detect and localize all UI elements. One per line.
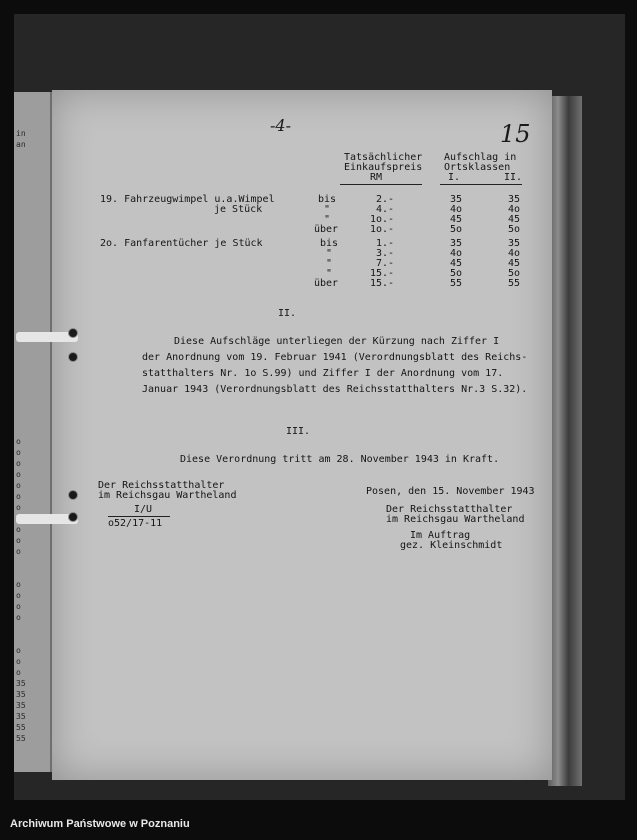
item-19-row4-price: 1o.-	[370, 224, 395, 235]
item-20-row5-prefix: über	[314, 278, 339, 289]
item-19-row4-class1: 5o	[450, 224, 463, 235]
item-20-row2-price: 3.-	[376, 248, 395, 259]
item-20-row3-class1: 45	[450, 258, 463, 269]
item-19-row3-price: 1o.-	[370, 214, 395, 225]
reference-rule	[108, 516, 170, 517]
item-20-row1-class1: 35	[450, 238, 463, 249]
reference-bottom: o52/17-11	[108, 518, 163, 529]
item-20-row4-class1: 5o	[450, 268, 463, 279]
item-19-row4-prefix: über	[314, 224, 339, 235]
item-19-row1-price: 2.-	[376, 194, 395, 205]
page-number-mark: -4-	[270, 116, 291, 135]
item-20-row2-class1: 4o	[450, 248, 463, 259]
item-20-row4-prefix: "	[326, 268, 333, 279]
item-20-row5-class2: 55	[508, 278, 521, 289]
signature-line-2: im Reichsgau Wartheland	[386, 514, 525, 525]
header-price-line1: Tatsächlicher	[344, 152, 423, 163]
item-20-row3-prefix: "	[326, 258, 333, 269]
item-19-row3-class2: 45	[508, 214, 521, 225]
header-surcharge-line2: Ortsklassen	[444, 162, 511, 173]
punch-hole-2	[68, 352, 78, 362]
item-20-row4-price: 15.-	[370, 268, 395, 279]
section-ii-line-2: der Anordnung vom 19. Februar 1941 (Verordnungsblatt des Reichs-	[142, 352, 528, 363]
header-class-2: II.	[504, 172, 523, 183]
section-ii-heading: II.	[278, 308, 297, 319]
section-ii-line-3: statthalters Nr. 1o S.99) und Ziffer I der Anordnung vom 17.	[142, 368, 504, 379]
header-surcharge-rule	[440, 184, 522, 185]
punch-hole-3	[68, 490, 78, 500]
item-19-row1-class1: 35	[450, 194, 463, 205]
reference-top: I/U	[134, 504, 153, 515]
place-date: Posen, den 15. November 1943	[366, 486, 535, 497]
item-19-row2-prefix: "	[324, 204, 331, 215]
section-ii-line-4: Januar 1943 (Verordnungsblatt des Reichsstatthalters Nr.3 S.32).	[142, 384, 528, 395]
punch-hole-1	[68, 328, 78, 338]
item-19-row3-prefix: "	[324, 214, 331, 225]
item-20-row5-class1: 55	[450, 278, 463, 289]
header-price-rule	[340, 184, 422, 185]
section-iii-heading: III.	[286, 426, 311, 437]
folio-number: 15	[500, 120, 531, 148]
signature-line-3: Im Auftrag	[410, 530, 471, 541]
punch-hole-4	[68, 512, 78, 522]
item-20-row4-class2: 5o	[508, 268, 521, 279]
item-20-row3-class2: 45	[508, 258, 521, 269]
item-19-row2-class2: 4o	[508, 204, 521, 215]
header-price-unit: RM	[370, 172, 383, 183]
item-20-row2-class2: 4o	[508, 248, 521, 259]
sender-line-1: Der Reichsstatthalter	[98, 480, 225, 491]
stacked-pages-edge	[548, 96, 582, 786]
item-20-row3-price: 7.-	[376, 258, 395, 269]
item-20-row1-class2: 35	[508, 238, 521, 249]
signature-line-4: gez. Kleinschmidt	[400, 540, 503, 551]
sender-line-2: im Reichsgau Wartheland	[98, 490, 237, 501]
item-19-row3-class1: 45	[450, 214, 463, 225]
item-19-row1-prefix: bis	[318, 194, 337, 205]
header-class-1: I.	[448, 172, 461, 183]
underlying-sheet	[14, 92, 52, 772]
item-20-label: 2o. Fanfarentücher je Stück	[100, 238, 263, 249]
header-surcharge-line1: Aufschlag in	[444, 152, 517, 163]
signature-line-1: Der Reichsstatthalter	[386, 504, 513, 515]
archive-caption: Archiwum Państwowe w Poznaniu	[10, 818, 190, 830]
item-20-row1-price: 1.-	[376, 238, 395, 249]
item-19-unit: je Stück	[214, 204, 263, 215]
item-19-label: 19. Fahrzeugwimpel u.a.Wimpel	[100, 194, 275, 205]
item-19-row2-class1: 4o	[450, 204, 463, 215]
header-price-line2: Einkaufspreis	[344, 162, 423, 173]
item-20-row1-prefix: bis	[320, 238, 339, 249]
section-iii-text: Diese Verordnung tritt am 28. November 1943 in Kraft.	[180, 454, 500, 465]
section-ii-line-1: Diese Aufschläge unterliegen der Kürzung nach Ziffer I	[174, 336, 500, 347]
document-page	[52, 90, 552, 780]
item-20-row2-prefix: "	[326, 248, 333, 259]
item-19-row1-class2: 35	[508, 194, 521, 205]
item-19-row4-class2: 5o	[508, 224, 521, 235]
item-20-row5-price: 15.-	[370, 278, 395, 289]
underlying-sheet-text: in an o o o o o o o o o o o o o o o o o 35 35 35 35 55 55	[16, 129, 26, 743]
item-19-row2-price: 4.-	[376, 204, 395, 215]
